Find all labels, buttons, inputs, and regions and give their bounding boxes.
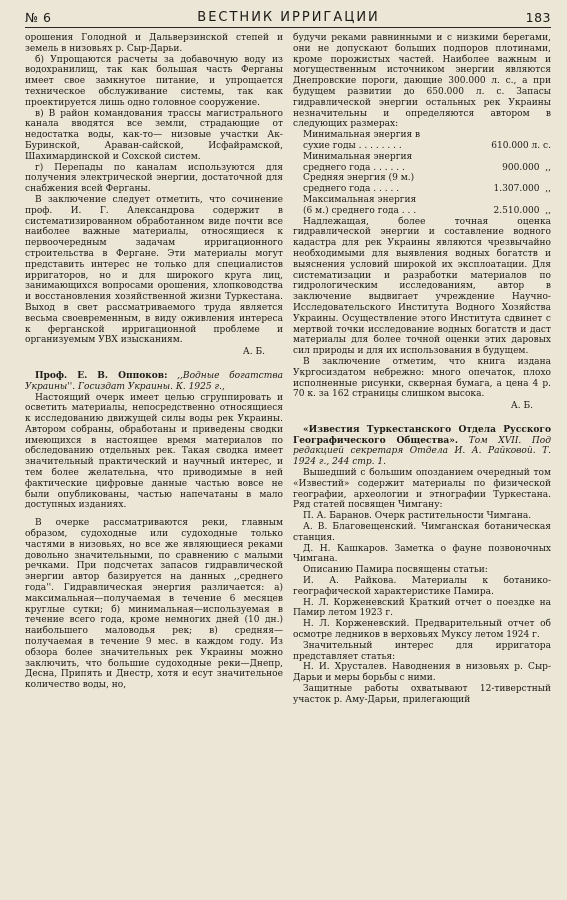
review-signature: А. Б. [242,347,265,358]
review-signature: А. Б. [510,401,533,412]
paragraph: Настоящий очерк имеет целью сгруппировать и осветить материалы, непосредственно относящиеся к исследованию движущей силы воды рек Украины. Автором собраны, обработаны и приведены сводки имеющихся в настоящее время материалов по обследованию отдельных рек. Такая сводка имеет значительный практический и научный интерес, и тем более желательна, что приводимые в ней фактические цифровые данные частью вовсе не были опубликованы, частью напечатаны в мало доступных изданиях. [25,392,283,511]
journal-title: ВЕСТНИК ИРРИГАЦИИ [197,10,380,25]
review-journal-details: Том XVII. Под редакцией секретаря Отдела И. А. Райковой. Т. 1924 г., 244 стр. 1. [293,435,551,468]
energy-row [293,130,551,141]
spacer [25,511,283,518]
energy-row [293,195,551,206]
review-heading [25,371,283,393]
paragraph: В заключение отметим, что книга издана Укргосиздатом небрежно: много опечаток, плохо исполненные рисунки, скверная бумага, а цена 4 р. 70 к. за 162 страницы слишком высока. [293,356,551,400]
review-journal-title: «Известия Туркестанского Отдела Русского Географического Общества». [293,424,551,446]
energy-row [293,141,551,152]
article-item: Д. Н. Кашкаров. Заметка о фауне позвоночных Чимгана. [293,543,551,565]
energy-value: 610.000 л. с. [491,140,551,151]
energy-row [293,163,551,174]
article-item: А. В. Благовещенский. Чимганская ботаническая станция. [293,522,551,543]
energy-row [293,206,551,217]
issue-number: № 6 [25,10,52,25]
energy-value: 2.510.000 ,, [493,205,551,216]
paragraph: орошения Голодной и Дальверзинской степей и земель в низовьях р. Сыр-Дарьи. [25,33,283,54]
page-number: 183 [525,10,551,25]
left-column [25,33,283,706]
paragraph: будучи реками равнинными и с низкими берегами, они не допускают больших подпоров плотинами, кроме порожистых частей. Наиболее важным и могущественным источником энергии являются Днепровские пороги, дающие 300.000 л. с., а при будущем развитии до 650.000 л. с. Запасы гидравлической энергии остальных рек Украины незначительны и определяются автором в следующих размерах: [293,33,551,130]
energy-row [293,184,551,195]
energy-row [293,152,551,163]
energy-value: 900.000 ,, [502,162,551,173]
running-header [25,10,551,28]
article-item: Описанию Памира посвящены статьи: [303,565,488,576]
paragraph: Вышедший с большим опозданием очередный том «Известий» содержит материалы по физической географии, археологии и этнографии Туркестана. Ряд статей посвящен Чимгану: [293,468,551,511]
spacer [293,418,551,425]
right-column [293,33,551,706]
energy-label: Минимальная энергия в [303,130,421,141]
paragraph: В очерке рассматриваются реки, главным образом, судоходные или судоходные только частями в низовьях, но все же являющиеся реками довольно значительными, по сравнению с малыми речками. При подсчетах запасов гидравлической энергии автор базируется на данных ,,среднего года''. Гидравлическая энергия различается: а) максимальная—получаемая в течение 6 месяцев круглые сутки; б) минимальная—используемая в течение всего года, кроме немногих дней (10 дн.) наибольшего маловодья рек; в) средняя—получаемая в течение 9 мес. в каждом году. Из обзора более значительных рек Украины можно заключить, что большие судоходные реки—Днепр, Десна, Припять и Днестр, хотя и есут значительное количество воды, но, [25,518,283,691]
energy-label: среднего года . . . . . [303,184,400,195]
article-item: Н. Л. Корженевский Краткий отчет о поездке на Памир летом 1923 г. [293,597,551,619]
energy-value: 1.307.000 ,, [493,184,551,195]
energy-label: среднего года . . . . . . [303,162,405,173]
text-columns [25,33,551,706]
article-item: П. А. Баранов. Очерк растительности Чимгана. [303,511,532,522]
paragraph: Надлежащая, более точная оценка гидравлической энергии и составление водного кадастра для рек Украины являются чрезвычайно необходимыми для выявления водных богатств и выяснения условий широкой их эксплоатации. Для систематизации и разработки материалов по гидрологическим исследованиям, автор в заключение выдвигает учреждение Научно-Исследовательского Института Водного Хозяйства Украины. Осуществление этого Института сдвинет с мертвой точки исследование водных богатств и даст материалы для более точной оценки этих даровых сил природы и для их использования в будущем. [293,216,551,357]
spacer [25,364,283,371]
article-item: Н. Л. Корженевский. Предварительный отчет об осмотре ледников в верховьях Муксу летом 1924 г. [293,619,551,641]
article-item: Н. И. Хрусталев. Наводнения в низовьях р. Сыр-Дарьи и меры борьбы с ними. [293,662,551,684]
energy-label: Минимальная энергия [303,151,413,162]
article-item: Защитные работы охватывают 12-тиверстный участок р. Аму-Дарьи, прилегающий [293,684,551,705]
review-heading [293,425,551,468]
article-item: Значительный интерес для ирригатора представляет статья: [293,640,551,662]
energy-label: сухие годы . . . . . . . . [303,140,402,151]
paragraph: В заключение следует отметить, что сочинение проф. И. Г. Александрова содержит в систематизированном обработанном виде почти все наиболее важные материалы, относящиеся к первоочередным задачам ирригационного строительства в Фергане. Эти материалы могут представить интерес не только для специалистов ирригаторов, но и для широкого круга лиц, занимающихся вопросами орошения, хлопководства и восстановления хозяйственной жизни Туркестана. Выход в свет рассматриваемого труда является весьма своевременным, в виду оживления интереса к ферганской ирригационной проблеме и организуемым УВХ изысканиям. [25,194,283,346]
paragraph: г) Перепады по каналам используются для получения электрической энергии, достаточной для снабжения всей Ферганы. [25,162,283,195]
energy-label: Максимальная энергия [303,194,417,205]
review-author: Проф. Е. В. Оппоков: [35,370,168,381]
energy-label: (6 м.) среднего года . . . [303,205,417,216]
article-item: И. А. Райкова. Материалы к ботанико-географической характеристике Памира. [293,576,551,597]
energy-label: Средняя энергия (9 м.) [303,173,415,184]
paragraph: в) В район командования трассы магистрального канала вводятся все земли, страдающие от недостатка воды, как-то— низовые участки Ак-Буринской, Араван-сайской, Исфайрамской, Шахимардинской и Сохской систем. [25,108,283,162]
paragraph: б) Упрощаются расчеты за добавочную воду из водохранилищ, так как большая часть Ферганы имеет свое замкнутое питание, и упрощается техническое обслуживание системы, так как проектируется лишь одно головное сооружение. [25,54,283,108]
energy-row [293,173,551,184]
energy-table [293,130,551,216]
review-book-title: ,,Водные богатства Украины''. Госиздат Украины. К. 1925 г., [25,370,283,392]
